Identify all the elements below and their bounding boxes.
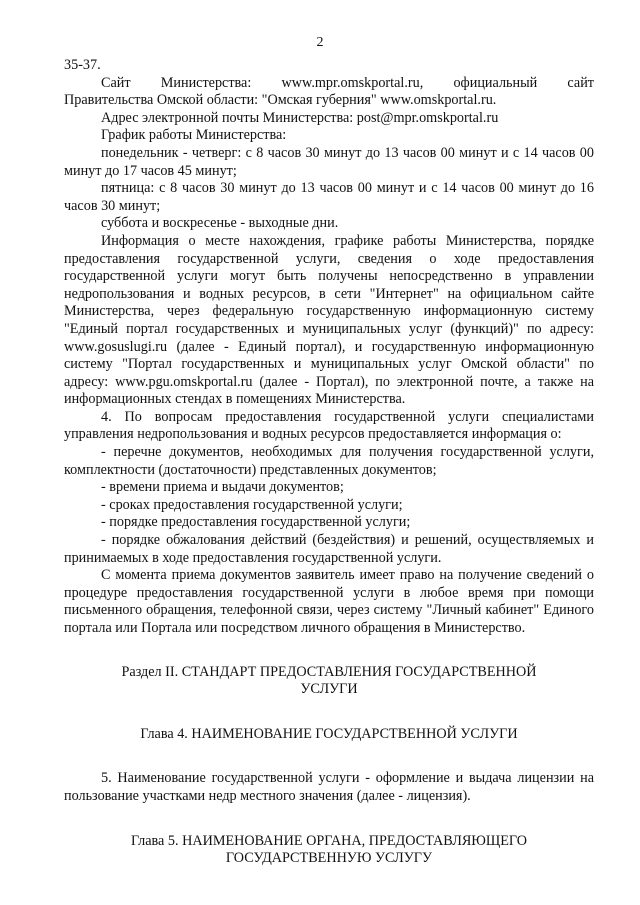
section-2-heading-line-2: УСЛУГИ [300, 681, 358, 698]
list-item: - сроках предоставления государственной услуги; [101, 496, 403, 513]
item-5-paragraph: 5. Наименование государственной услуги - оформление и выдача лицензии на пользование участками недр местного значения (далее - лицензия). [64, 770, 594, 804]
schedule-mon-thu: понедельник - четверг: с 8 часов 30 минут до 13 часов 00 минут и с 14 часов 00 минут до 17 часов 45 минут; [64, 144, 594, 179]
list-item: - порядке предоставления государственной услуги; [101, 514, 411, 531]
document-body [64, 57, 594, 868]
ministry-email: Адрес электронной почты Министерства: post@mpr.omskportal.ru [101, 109, 499, 126]
item-4-intro: 4. По вопросам предоставления государственной услуги специалистами управления недропользования и водных ресурсов предоставляется информация о: [64, 408, 594, 443]
section-2-heading-line-1: Раздел II. СТАНДАРТ ПРЕДОСТАВЛЕНИЯ ГОСУДАРСТВЕННОЙ [121, 663, 537, 680]
section-2-heading [64, 664, 594, 699]
chapter-5-heading-line-1: Глава 5. НАИМЕНОВАНИЕ ОРГАНА, ПРЕДОСТАВЛЯЮЩЕГО [131, 832, 527, 849]
chapter-4-heading: Глава 4. НАИМЕНОВАНИЕ ГОСУДАРСТВЕННОЙ УСЛУГИ [140, 725, 518, 742]
chapter-5-heading-line-2: ГОСУДАРСТВЕННУЮ УСЛУГУ [225, 850, 433, 867]
chapter-5-heading [64, 833, 594, 868]
list-item: - перечне документов, необходимых для получения государственной услуги, комплектности (достаточности) представленных документов; [64, 444, 594, 478]
info-paragraph: Информация о месте нахождения, графике работы Министерства, порядке предоставления государственной услуги, сведения о ходе предоставления государственной услуги могут быть получены непосредственно в управлении недропользования и водных ресурсов, в сети "Интернет" на официальном сайте Министерства, через федеральную государственную информационную систему "Единый портал государственных и муниципальных услуг (функций)" по адресу: www.gosuslugi.ru (далее - Единый портал), и государственную информационную систему "Портал государственных и муниципальных услуг Омской области" по адресу: www.pgu.omskportal.ru (далее - Портал), по электронной почте, а также на информационных стендах в помещениях Министерства. [64, 232, 594, 408]
list-item: - порядке обжалования действий (бездействия) и решений, осуществляемых и принимаемых в ходе предоставления государственной услуги. [64, 532, 594, 566]
government-site-line: Правительства Омской области: "Омская губерния" www.omskportal.ru. [64, 92, 497, 109]
ministry-site-line: Сайт Министерства: www.mpr.omskportal.ru, официальный сайт [101, 74, 594, 91]
schedule-title: График работы Министерства: [101, 127, 287, 144]
address-continuation: 35-37. [64, 57, 101, 73]
list-item: - времени приема и выдачи документов; [101, 479, 344, 496]
rights-paragraph: С момента приема документов заявитель имеет право на получение сведений о процедуре предоставления государственной услуги в любое время при помощи письменного обращения, телефонной связи, через систему "Личный кабинет" Единого портала или Портала или посредством личного обращения в Министерство. [64, 567, 594, 636]
schedule-weekend: суббота и воскресенье - выходные дни. [101, 215, 339, 232]
schedule-friday: пятница: с 8 часов 30 минут до 13 часов 00 минут и с 14 часов 00 минут до 16 часов 30 минут; [64, 180, 594, 214]
page-number: 2 [316, 35, 324, 50]
